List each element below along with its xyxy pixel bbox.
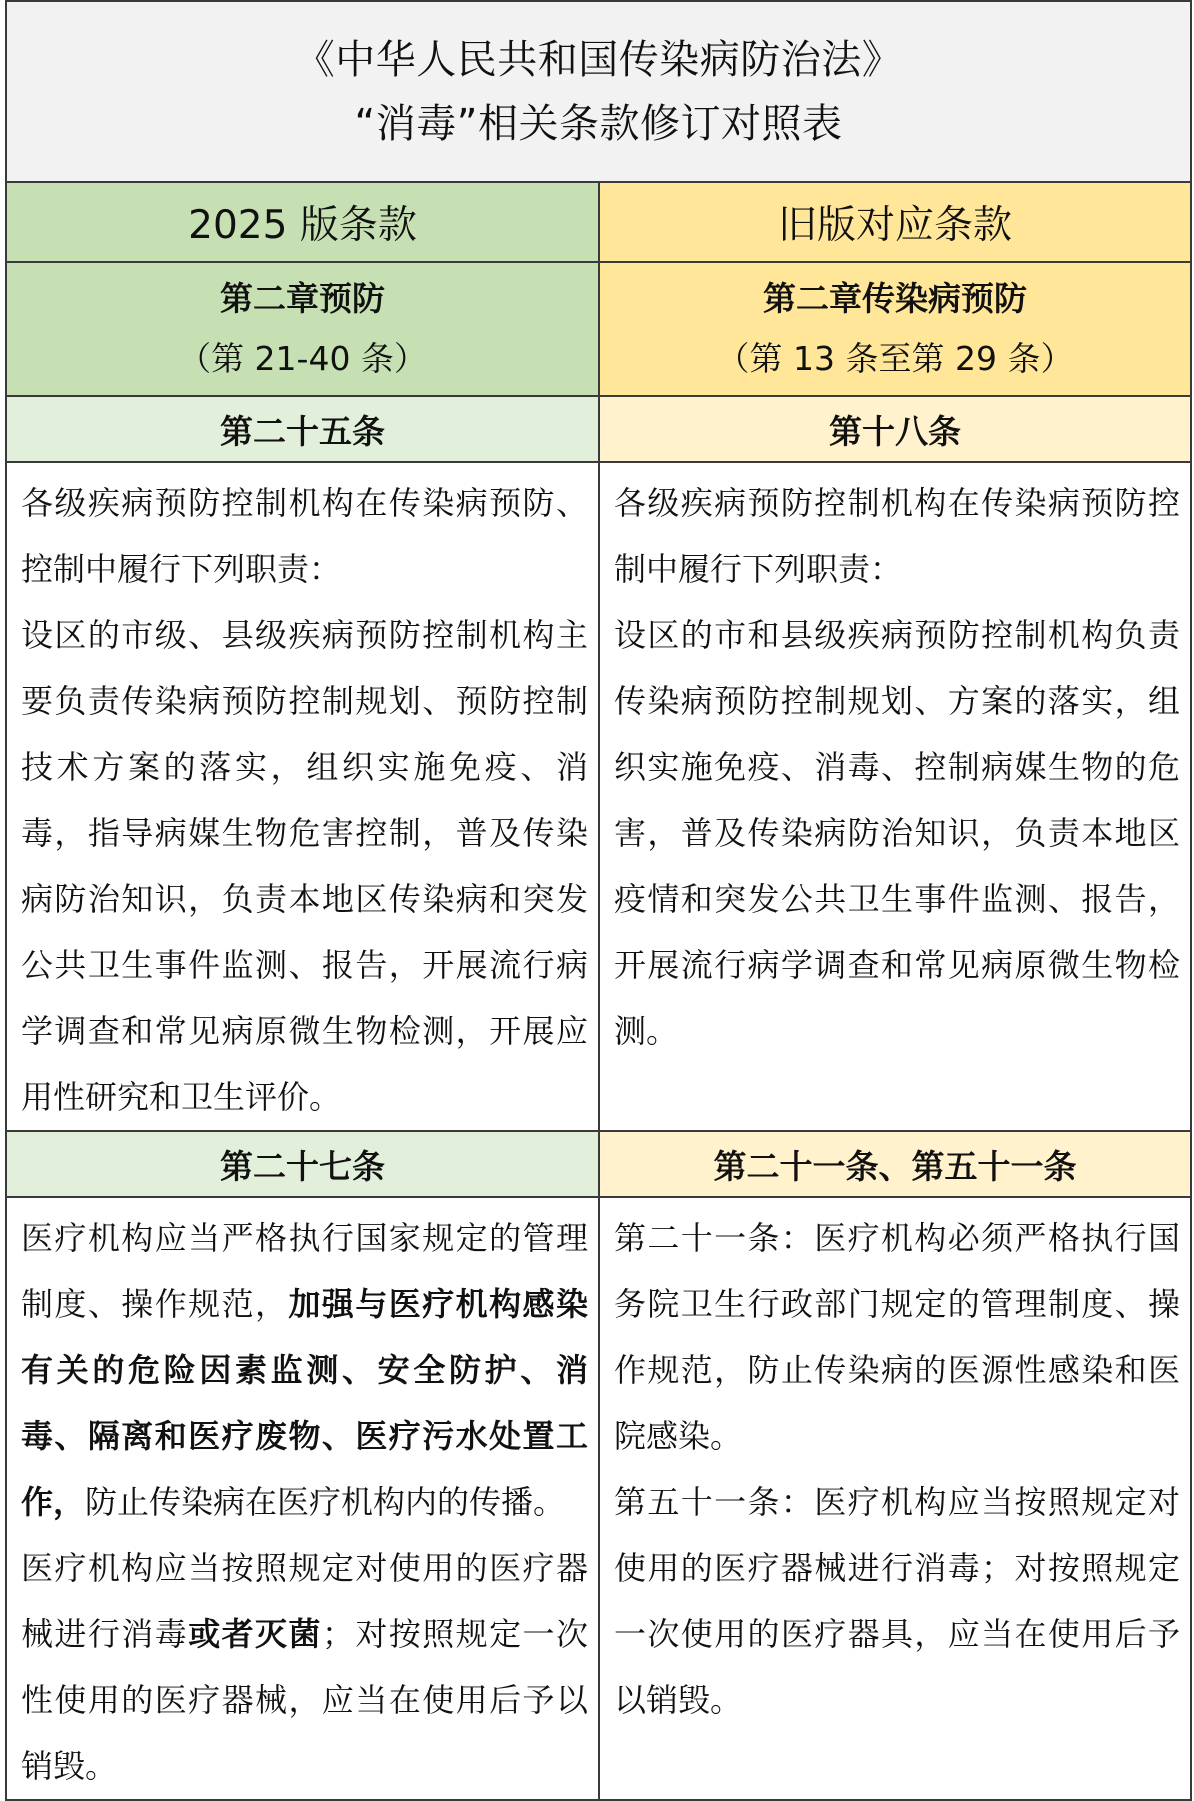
paragraph: 第五十一条：医疗机构应当按照规定对使用的医疗器械进行消毒；对按照规定一次使用的医疗器具，应当在使用后予以销毁。 — [614, 1483, 1180, 1719]
article-old-21-51-text — [599, 1197, 1191, 1800]
table-title — [6, 1, 1191, 182]
text-span: 医疗机构应当严格执行国家规定的管理制度、操作规范， — [21, 1219, 588, 1323]
text-span: 防止传染病在医疗机构内的传播。 — [85, 1483, 566, 1521]
paragraph: 第二十一条：医疗机构必须严格执行国务院卫生行政部门规定的管理制度、操作规范，防止传染病的医源性感染和医院感染。 — [614, 1219, 1180, 1455]
article-old-18-text — [599, 462, 1191, 1131]
article-new-27: 第二十七条 — [6, 1131, 599, 1197]
paragraph: 设区的市级、县级疾病预防控制机构主要负责传染病预防控制规划、预防控制技术方案的落实，组织实施免疫、消毒，指导病媒生物危害控制，普及传染病防治知识，负责本地区传染病和突发公共卫生事件监测、报告，开展流行病学调查和常见病原微生物检测，开展应用性研究和卫生评价。 — [21, 616, 588, 1116]
paragraph — [21, 1535, 588, 1799]
text-span: 医疗机构应当按照规定对使用的医疗器械进行消毒 — [21, 1549, 588, 1653]
comparison-table — [5, 0, 1192, 1801]
paragraph: 各级疾病预防控制机构在传染病预防、控制中履行下列职责： — [21, 484, 588, 588]
chapter-old — [599, 262, 1191, 396]
article-new-25: 第二十五条 — [6, 396, 599, 462]
article-new-25-text — [6, 462, 599, 1131]
paragraph: 设区的市和县级疾病预防控制机构负责传染病预防控制规划、方案的落实，组织实施免疫、消毒、控制病媒生物的危害，普及传染病防治知识，负责本地区疫情和突发公共卫生事件监测、报告，开展流行病学调查和常见病原微生物检测。 — [614, 616, 1180, 1050]
column-header-new: 2025 版条款 — [6, 182, 599, 262]
column-header-old: 旧版对应条款 — [599, 182, 1191, 262]
chapter-old-range: （第 13 条至第 29 条） — [716, 339, 1074, 378]
chapter-old-name: 第二章传染病预防 — [763, 279, 1027, 318]
article-new-27-text — [6, 1197, 599, 1800]
revised-text: 或者灭菌 — [188, 1615, 322, 1653]
text-span: ；对按照规定一次性使用的医疗器械，应当在使用后予以销毁。 — [21, 1615, 588, 1785]
revised-text: 加强与医疗机构感染有关的危险因素监测、安全防护、消毒、隔离和医疗废物、医疗污水处置工作， — [21, 1285, 588, 1521]
title-line-1: 《中华人民共和国传染病防治法》 — [294, 36, 903, 83]
chapter-new — [6, 262, 599, 396]
chapter-new-name: 第二章预防 — [220, 279, 385, 318]
chapter-new-range: （第 21-40 条） — [178, 339, 427, 378]
title-line-2: “消毒”相关条款修订对照表 — [354, 100, 843, 147]
paragraph: 各级疾病预防控制机构在传染病预防控制中履行下列职责： — [614, 484, 1180, 588]
article-old-18: 第十八条 — [599, 396, 1191, 462]
article-old-21-51: 第二十一条、第五十一条 — [599, 1131, 1191, 1197]
paragraph — [21, 1205, 588, 1535]
